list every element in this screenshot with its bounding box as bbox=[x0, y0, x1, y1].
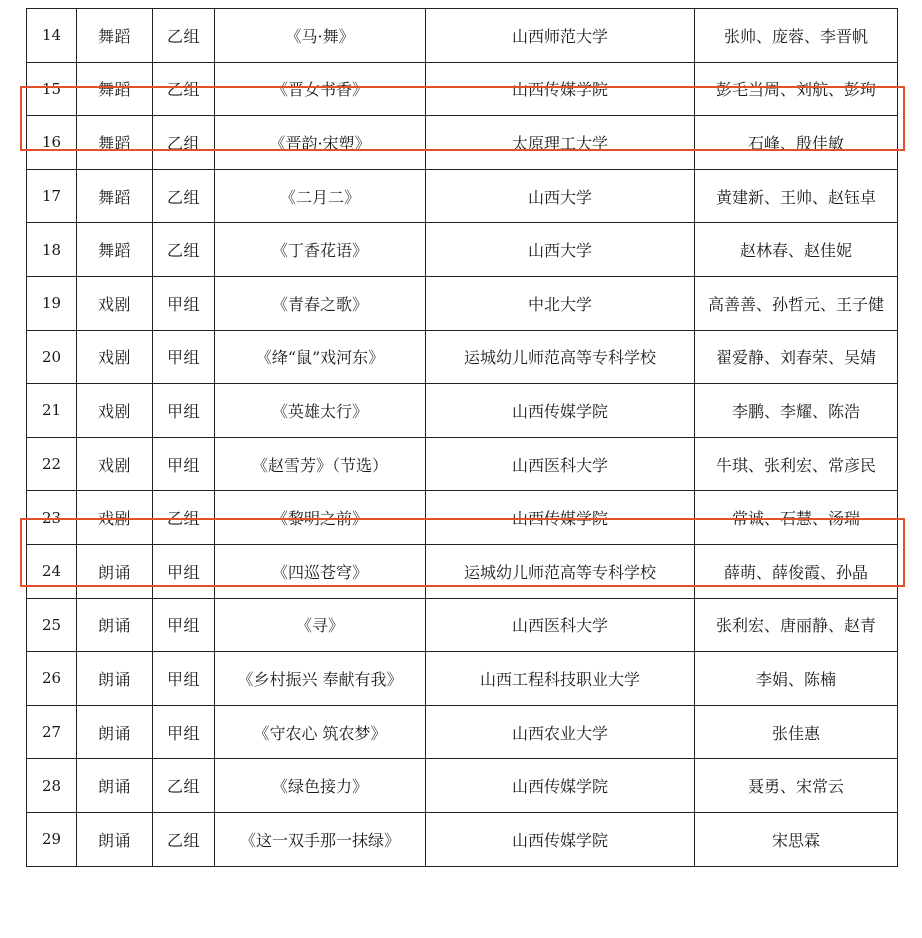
group-cell: 甲组 bbox=[153, 544, 215, 598]
row-number: 21 bbox=[27, 384, 77, 438]
unit-cell: 山西传媒学院 bbox=[426, 812, 695, 866]
row-number: 28 bbox=[27, 759, 77, 813]
table-row bbox=[27, 384, 898, 438]
people-cell: 张帅、庞蓉、李晋帆 bbox=[695, 9, 898, 63]
group-cell: 甲组 bbox=[153, 598, 215, 652]
title-cell: 《守农心 筑农梦》 bbox=[215, 705, 426, 759]
title-cell: 《晋韵·宋塑》 bbox=[215, 116, 426, 170]
table-row bbox=[27, 169, 898, 223]
category-cell: 舞蹈 bbox=[77, 223, 153, 277]
row-number: 24 bbox=[27, 544, 77, 598]
people-cell: 高善善、孙哲元、王子健 bbox=[695, 276, 898, 330]
title-cell: 《赵雪芳》（节选） bbox=[215, 437, 426, 491]
table-row bbox=[27, 276, 898, 330]
table-body bbox=[27, 9, 898, 867]
title-cell: 《二月二》 bbox=[215, 169, 426, 223]
title-cell: 《英雄太行》 bbox=[215, 384, 426, 438]
group-cell: 甲组 bbox=[153, 437, 215, 491]
unit-cell: 山西农业大学 bbox=[426, 705, 695, 759]
unit-cell: 山西传媒学院 bbox=[426, 62, 695, 116]
row-number: 29 bbox=[27, 812, 77, 866]
category-cell: 朗诵 bbox=[77, 705, 153, 759]
group-cell: 甲组 bbox=[153, 330, 215, 384]
table-row bbox=[27, 116, 898, 170]
unit-cell: 山西医科大学 bbox=[426, 598, 695, 652]
row-number: 27 bbox=[27, 705, 77, 759]
category-cell: 戏剧 bbox=[77, 437, 153, 491]
category-cell: 戏剧 bbox=[77, 384, 153, 438]
people-cell: 彭毛当周、刘航、彭珣 bbox=[695, 62, 898, 116]
category-cell: 舞蹈 bbox=[77, 9, 153, 63]
title-cell: 《绛“鼠”戏河东》 bbox=[215, 330, 426, 384]
table-row bbox=[27, 544, 898, 598]
group-cell: 乙组 bbox=[153, 169, 215, 223]
group-cell: 甲组 bbox=[153, 705, 215, 759]
row-number: 23 bbox=[27, 491, 77, 545]
table-row bbox=[27, 223, 898, 277]
category-cell: 戏剧 bbox=[77, 330, 153, 384]
category-cell: 戏剧 bbox=[77, 276, 153, 330]
title-cell: 《晋女书香》 bbox=[215, 62, 426, 116]
category-cell: 朗诵 bbox=[77, 598, 153, 652]
title-cell: 《绿色接力》 bbox=[215, 759, 426, 813]
table-row bbox=[27, 705, 898, 759]
unit-cell: 山西传媒学院 bbox=[426, 491, 695, 545]
group-cell: 乙组 bbox=[153, 759, 215, 813]
row-number: 25 bbox=[27, 598, 77, 652]
people-cell: 薛萌、薛俊霞、孙晶 bbox=[695, 544, 898, 598]
category-cell: 舞蹈 bbox=[77, 62, 153, 116]
table-row bbox=[27, 330, 898, 384]
title-cell: 《马·舞》 bbox=[215, 9, 426, 63]
unit-cell: 中北大学 bbox=[426, 276, 695, 330]
title-cell: 《这一双手那一抹绿》 bbox=[215, 812, 426, 866]
table-row bbox=[27, 759, 898, 813]
group-cell: 乙组 bbox=[153, 116, 215, 170]
people-cell: 牛琪、张利宏、常彦民 bbox=[695, 437, 898, 491]
group-cell: 甲组 bbox=[153, 276, 215, 330]
row-number: 19 bbox=[27, 276, 77, 330]
row-number: 26 bbox=[27, 652, 77, 706]
row-number: 20 bbox=[27, 330, 77, 384]
people-cell: 宋思霖 bbox=[695, 812, 898, 866]
unit-cell: 山西师范大学 bbox=[426, 9, 695, 63]
group-cell: 甲组 bbox=[153, 652, 215, 706]
table-row bbox=[27, 598, 898, 652]
people-cell: 李娟、陈楠 bbox=[695, 652, 898, 706]
title-cell: 《丁香花语》 bbox=[215, 223, 426, 277]
category-cell: 朗诵 bbox=[77, 652, 153, 706]
unit-cell: 运城幼儿师范高等专科学校 bbox=[426, 330, 695, 384]
category-cell: 朗诵 bbox=[77, 544, 153, 598]
title-cell: 《青春之歌》 bbox=[215, 276, 426, 330]
people-cell: 张佳惠 bbox=[695, 705, 898, 759]
unit-cell: 太原理工大学 bbox=[426, 116, 695, 170]
people-cell: 黄建新、王帅、赵钰卓 bbox=[695, 169, 898, 223]
row-number: 14 bbox=[27, 9, 77, 63]
people-cell: 李鹏、李耀、陈浩 bbox=[695, 384, 898, 438]
people-cell: 聂勇、宋常云 bbox=[695, 759, 898, 813]
group-cell: 乙组 bbox=[153, 9, 215, 63]
unit-cell: 山西医科大学 bbox=[426, 437, 695, 491]
title-cell: 《寻》 bbox=[215, 598, 426, 652]
people-cell: 常诚、石慧、汤瑞 bbox=[695, 491, 898, 545]
unit-cell: 山西工程科技职业大学 bbox=[426, 652, 695, 706]
people-cell: 张利宏、唐丽静、赵青 bbox=[695, 598, 898, 652]
unit-cell: 运城幼儿师范高等专科学校 bbox=[426, 544, 695, 598]
awards-table bbox=[26, 8, 898, 867]
row-number: 22 bbox=[27, 437, 77, 491]
table-row bbox=[27, 62, 898, 116]
row-number: 18 bbox=[27, 223, 77, 277]
group-cell: 乙组 bbox=[153, 491, 215, 545]
title-cell: 《乡村振兴 奉献有我》 bbox=[215, 652, 426, 706]
category-cell: 朗诵 bbox=[77, 812, 153, 866]
table-row bbox=[27, 652, 898, 706]
row-number: 15 bbox=[27, 62, 77, 116]
group-cell: 乙组 bbox=[153, 223, 215, 277]
row-number: 16 bbox=[27, 116, 77, 170]
group-cell: 乙组 bbox=[153, 812, 215, 866]
unit-cell: 山西大学 bbox=[426, 169, 695, 223]
table-row bbox=[27, 491, 898, 545]
unit-cell: 山西传媒学院 bbox=[426, 384, 695, 438]
category-cell: 戏剧 bbox=[77, 491, 153, 545]
unit-cell: 山西大学 bbox=[426, 223, 695, 277]
table-row bbox=[27, 812, 898, 866]
title-cell: 《四巡苍穹》 bbox=[215, 544, 426, 598]
people-cell: 石峰、殷佳敏 bbox=[695, 116, 898, 170]
group-cell: 乙组 bbox=[153, 62, 215, 116]
category-cell: 朗诵 bbox=[77, 759, 153, 813]
category-cell: 舞蹈 bbox=[77, 169, 153, 223]
table-row bbox=[27, 9, 898, 63]
title-cell: 《黎明之前》 bbox=[215, 491, 426, 545]
group-cell: 甲组 bbox=[153, 384, 215, 438]
unit-cell: 山西传媒学院 bbox=[426, 759, 695, 813]
category-cell: 舞蹈 bbox=[77, 116, 153, 170]
table-row bbox=[27, 437, 898, 491]
row-number: 17 bbox=[27, 169, 77, 223]
people-cell: 赵林春、赵佳妮 bbox=[695, 223, 898, 277]
people-cell: 翟爱静、刘春荣、吴婧 bbox=[695, 330, 898, 384]
